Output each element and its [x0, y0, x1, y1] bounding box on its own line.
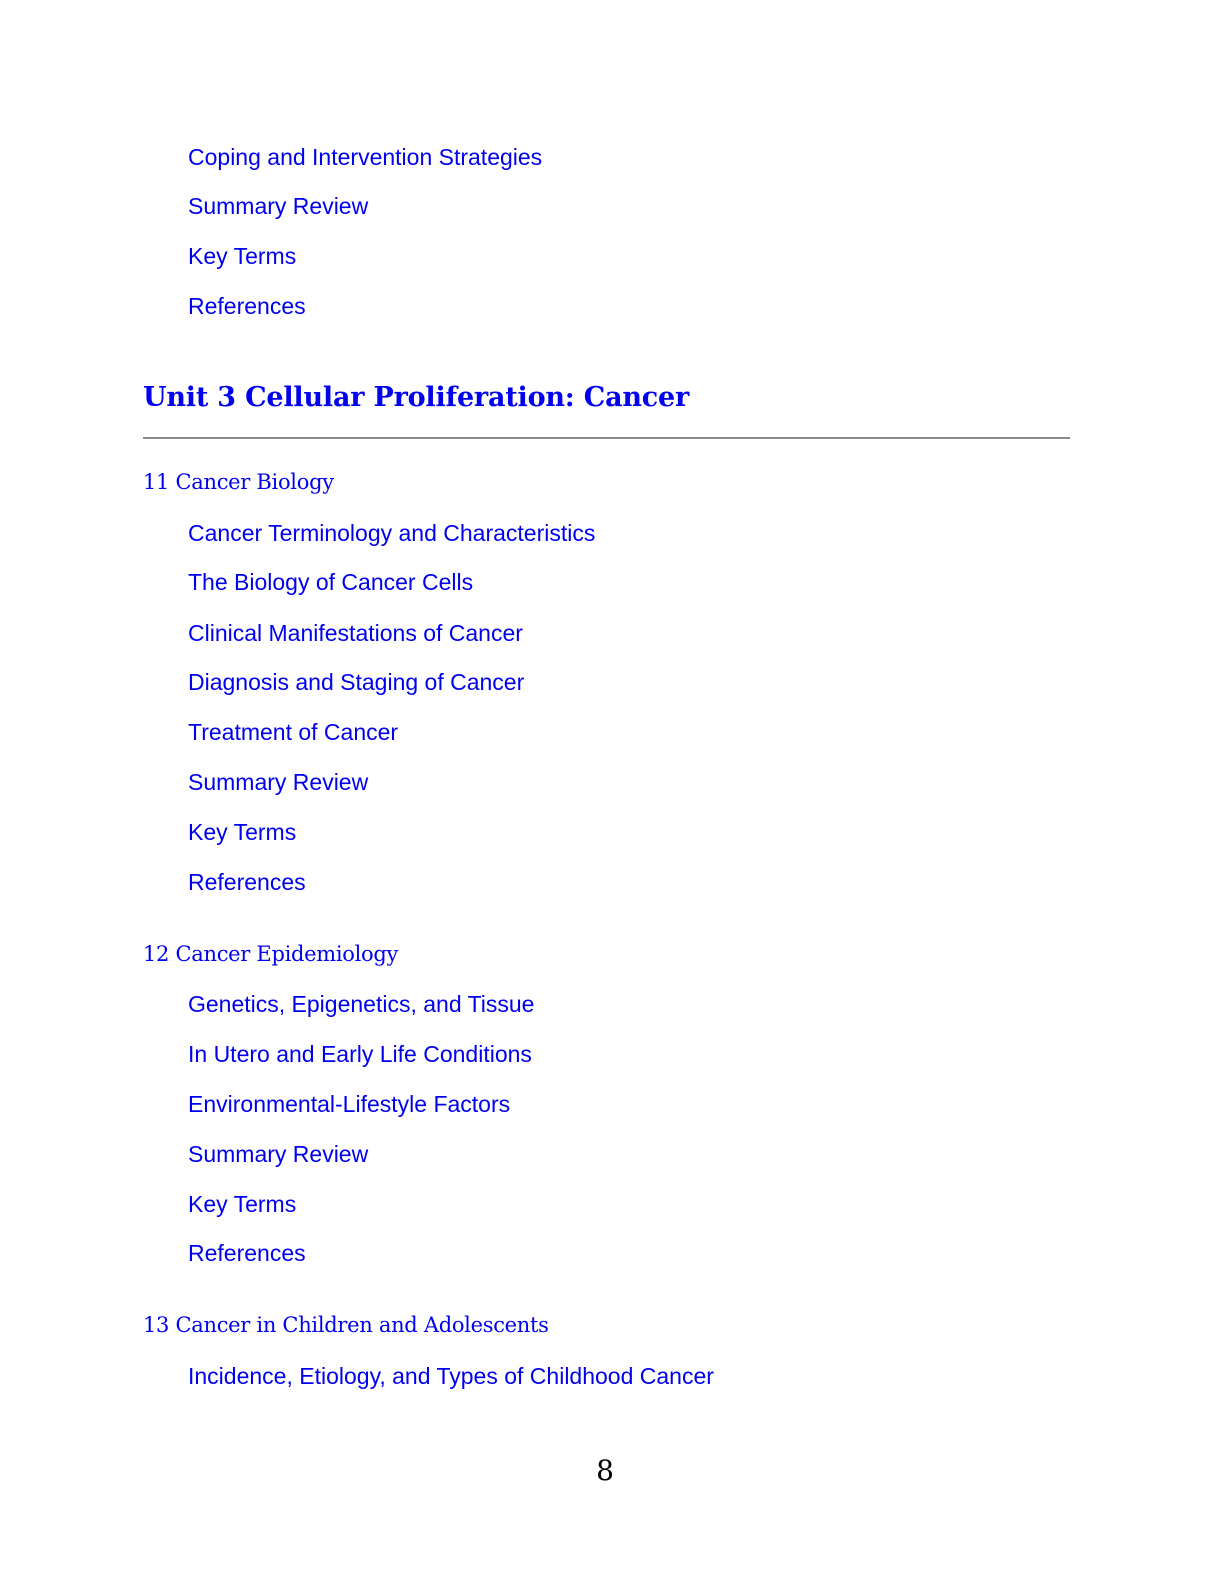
- toc-link-summary-review[interactable]: Summary Review: [188, 1141, 369, 1167]
- toc-link-references[interactable]: References: [188, 1240, 306, 1266]
- chapter-link-11[interactable]: 11 Cancer Biology: [143, 470, 334, 494]
- toc-link-key-terms[interactable]: Key Terms: [188, 243, 297, 269]
- toc-link-genetics-epigenetics-tissue[interactable]: Genetics, Epigenetics, and Tissue: [188, 991, 535, 1017]
- toc-link-key-terms[interactable]: Key Terms: [188, 819, 297, 845]
- unit-heading[interactable]: Unit 3 Cellular Proliferation: Cancer: [143, 382, 690, 413]
- toc-link-environmental-lifestyle[interactable]: Environmental-Lifestyle Factors: [188, 1091, 511, 1117]
- chapter-link-13[interactable]: 13 Cancer in Children and Adolescents: [143, 1313, 549, 1337]
- page-number: 8: [596, 1454, 614, 1487]
- toc-link-diagnosis-staging[interactable]: Diagnosis and Staging of Cancer: [188, 669, 525, 695]
- toc-link-summary-review[interactable]: Summary Review: [188, 769, 369, 795]
- toc-link-biology-of-cancer-cells[interactable]: The Biology of Cancer Cells: [188, 569, 474, 595]
- toc-link-coping-intervention-strategies[interactable]: Coping and Intervention Strategies: [188, 144, 543, 170]
- unit-divider: [143, 437, 1070, 439]
- toc-link-childhood-cancer-types[interactable]: Incidence, Etiology, and Types of Childhood Cancer: [188, 1363, 714, 1389]
- toc-link-references[interactable]: References: [188, 293, 306, 319]
- toc-link-key-terms[interactable]: Key Terms: [188, 1191, 297, 1217]
- toc-link-treatment-of-cancer[interactable]: Treatment of Cancer: [188, 719, 399, 745]
- toc-link-cancer-terminology[interactable]: Cancer Terminology and Characteristics: [188, 520, 596, 546]
- toc-link-references[interactable]: References: [188, 869, 306, 895]
- toc-link-in-utero-early-life[interactable]: In Utero and Early Life Conditions: [188, 1041, 532, 1067]
- chapter-link-12[interactable]: 12 Cancer Epidemiology: [143, 942, 399, 966]
- toc-link-clinical-manifestations[interactable]: Clinical Manifestations of Cancer: [188, 620, 523, 646]
- toc-link-summary-review[interactable]: Summary Review: [188, 193, 369, 219]
